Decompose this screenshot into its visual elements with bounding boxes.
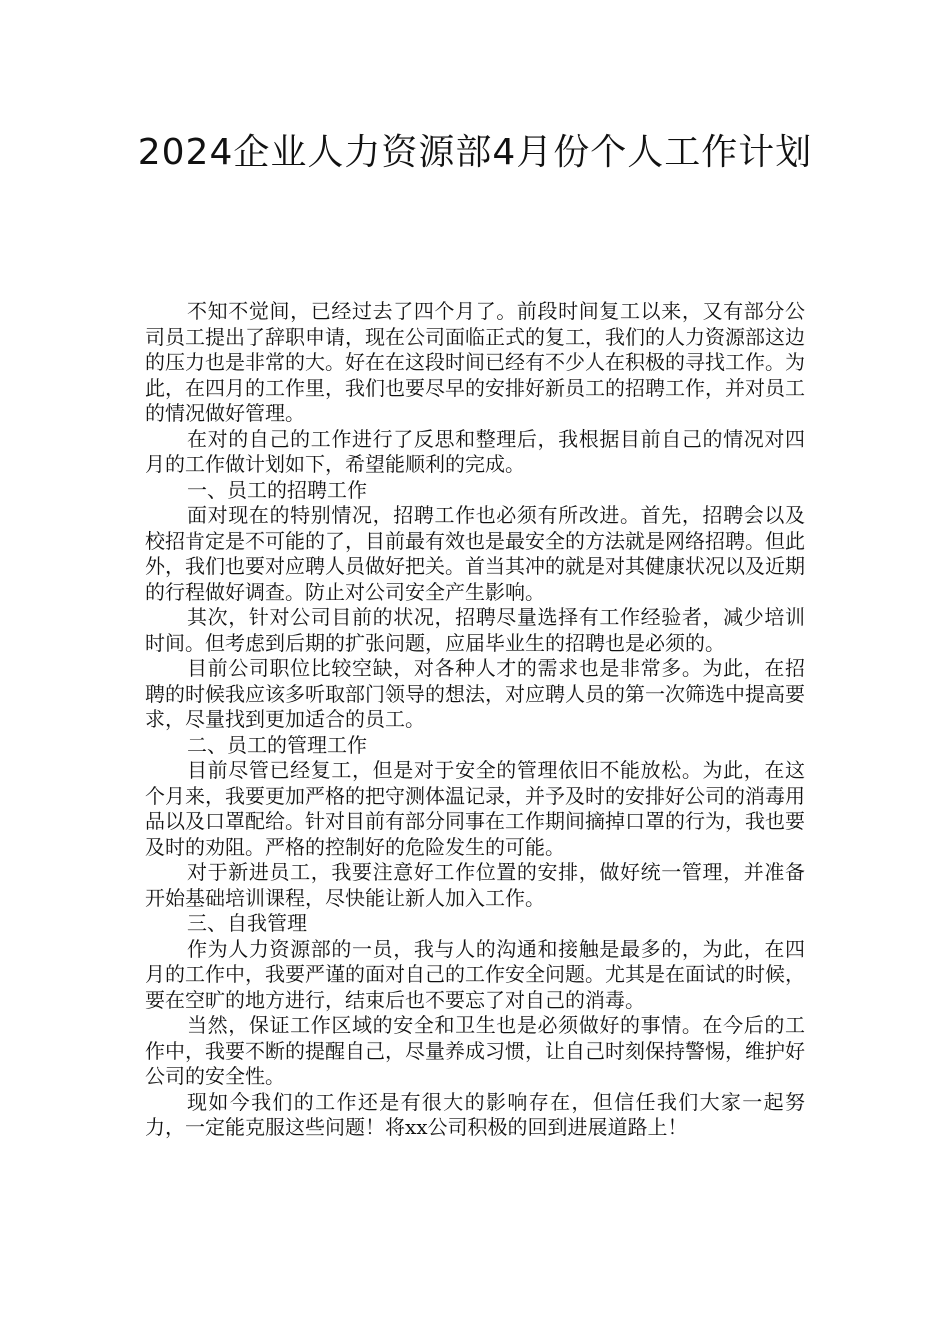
section-heading-recruitment: 一、员工的招聘工作 [187, 477, 367, 502]
paragraph-recruitment-2: 其次，针对公司目前的状况，招聘尽量选择有工作经验者，减少培训时间。但考虑到后期的扩张问题，应届毕业生的招聘也是必须的。 [145, 605, 805, 655]
section-heading-management: 二、员工的管理工作 [187, 732, 367, 757]
paragraph-self-management-1: 作为人力资源部的一员，我与人的沟通和接触是最多的，为此，在四月的工作中，我要严谨的面对自己的工作安全问题。尤其是在面试的时候，要在空旷的地方进行，结束后也不要忘了对自己的消毒。 [145, 936, 805, 1012]
paragraph-conclusion: 现如今我们的工作还是有很大的影响存在，但信任我们大家一起努力，一定能克服这些问题！将xx公司积极的回到进展道路上！ [145, 1089, 805, 1139]
paragraph-recruitment-1: 面对现在的特别情况，招聘工作也必须有所改进。首先，招聘会以及校招肯定是不可能的了，目前最有效也是最安全的方法就是网络招聘。但此外，我们也要对应聘人员做好把关。首当其冲的就是对其健康状况以及近期的行程做好调查。防止对公司安全产生影响。 [145, 503, 805, 604]
paragraph-management-1: 目前尽管已经复工，但是对于安全的管理依旧不能放松。为此，在这个月来，我要更加严格的把守测体温记录，并予及时的安排好公司的消毒用品以及口罩配给。针对目前有部分同事在工作期间摘掉口罩的行为，我也要及时的劝阻。严格的控制好的危险发生的可能。 [145, 758, 805, 859]
paragraph-recruitment-3: 目前公司职位比较空缺，对各种人才的需求也是非常多。为此，在招聘的时候我应该多听取部门领导的想法，对应聘人员的第一次筛选中提高要求，尽量找到更加适合的员工。 [145, 656, 805, 731]
section-heading-self-management: 三、自我管理 [187, 911, 307, 935]
document-body [145, 299, 805, 1141]
paragraph-self-management-2: 当然，保证工作区域的安全和卫生也是必须做好的事情。在今后的工作中，我要不断的提醒自己，尽量养成习惯，让自己时刻保持警惕，维护好公司的安全性。 [145, 1013, 805, 1088]
paragraph-plan-overview: 在对的自己的工作进行了反思和整理后，我根据目前自己的情况对四月的工作做计划如下，希望能顺利的完成。 [145, 426, 805, 476]
paragraph-management-2: 对于新进员工，我要注意好工作位置的安排，做好统一管理，并准备开始基础培训课程，尽快能让新人加入工作。 [145, 860, 805, 910]
paragraph-intro: 不知不觉间，已经过去了四个月了。前段时间复工以来，又有部分公司员工提出了辞职申请，现在公司面临正式的复工，我们的人力资源部这边的压力也是非常的大。好在在这段时间已经有不少人在积极的寻找工作。为此，在四月的工作里，我们也要尽早的安排好新员工的招聘工作，并对员工的情况做好管理。 [145, 299, 805, 425]
document-title: 2024企业人力资源部4月份个人工作计划 [137, 132, 813, 173]
